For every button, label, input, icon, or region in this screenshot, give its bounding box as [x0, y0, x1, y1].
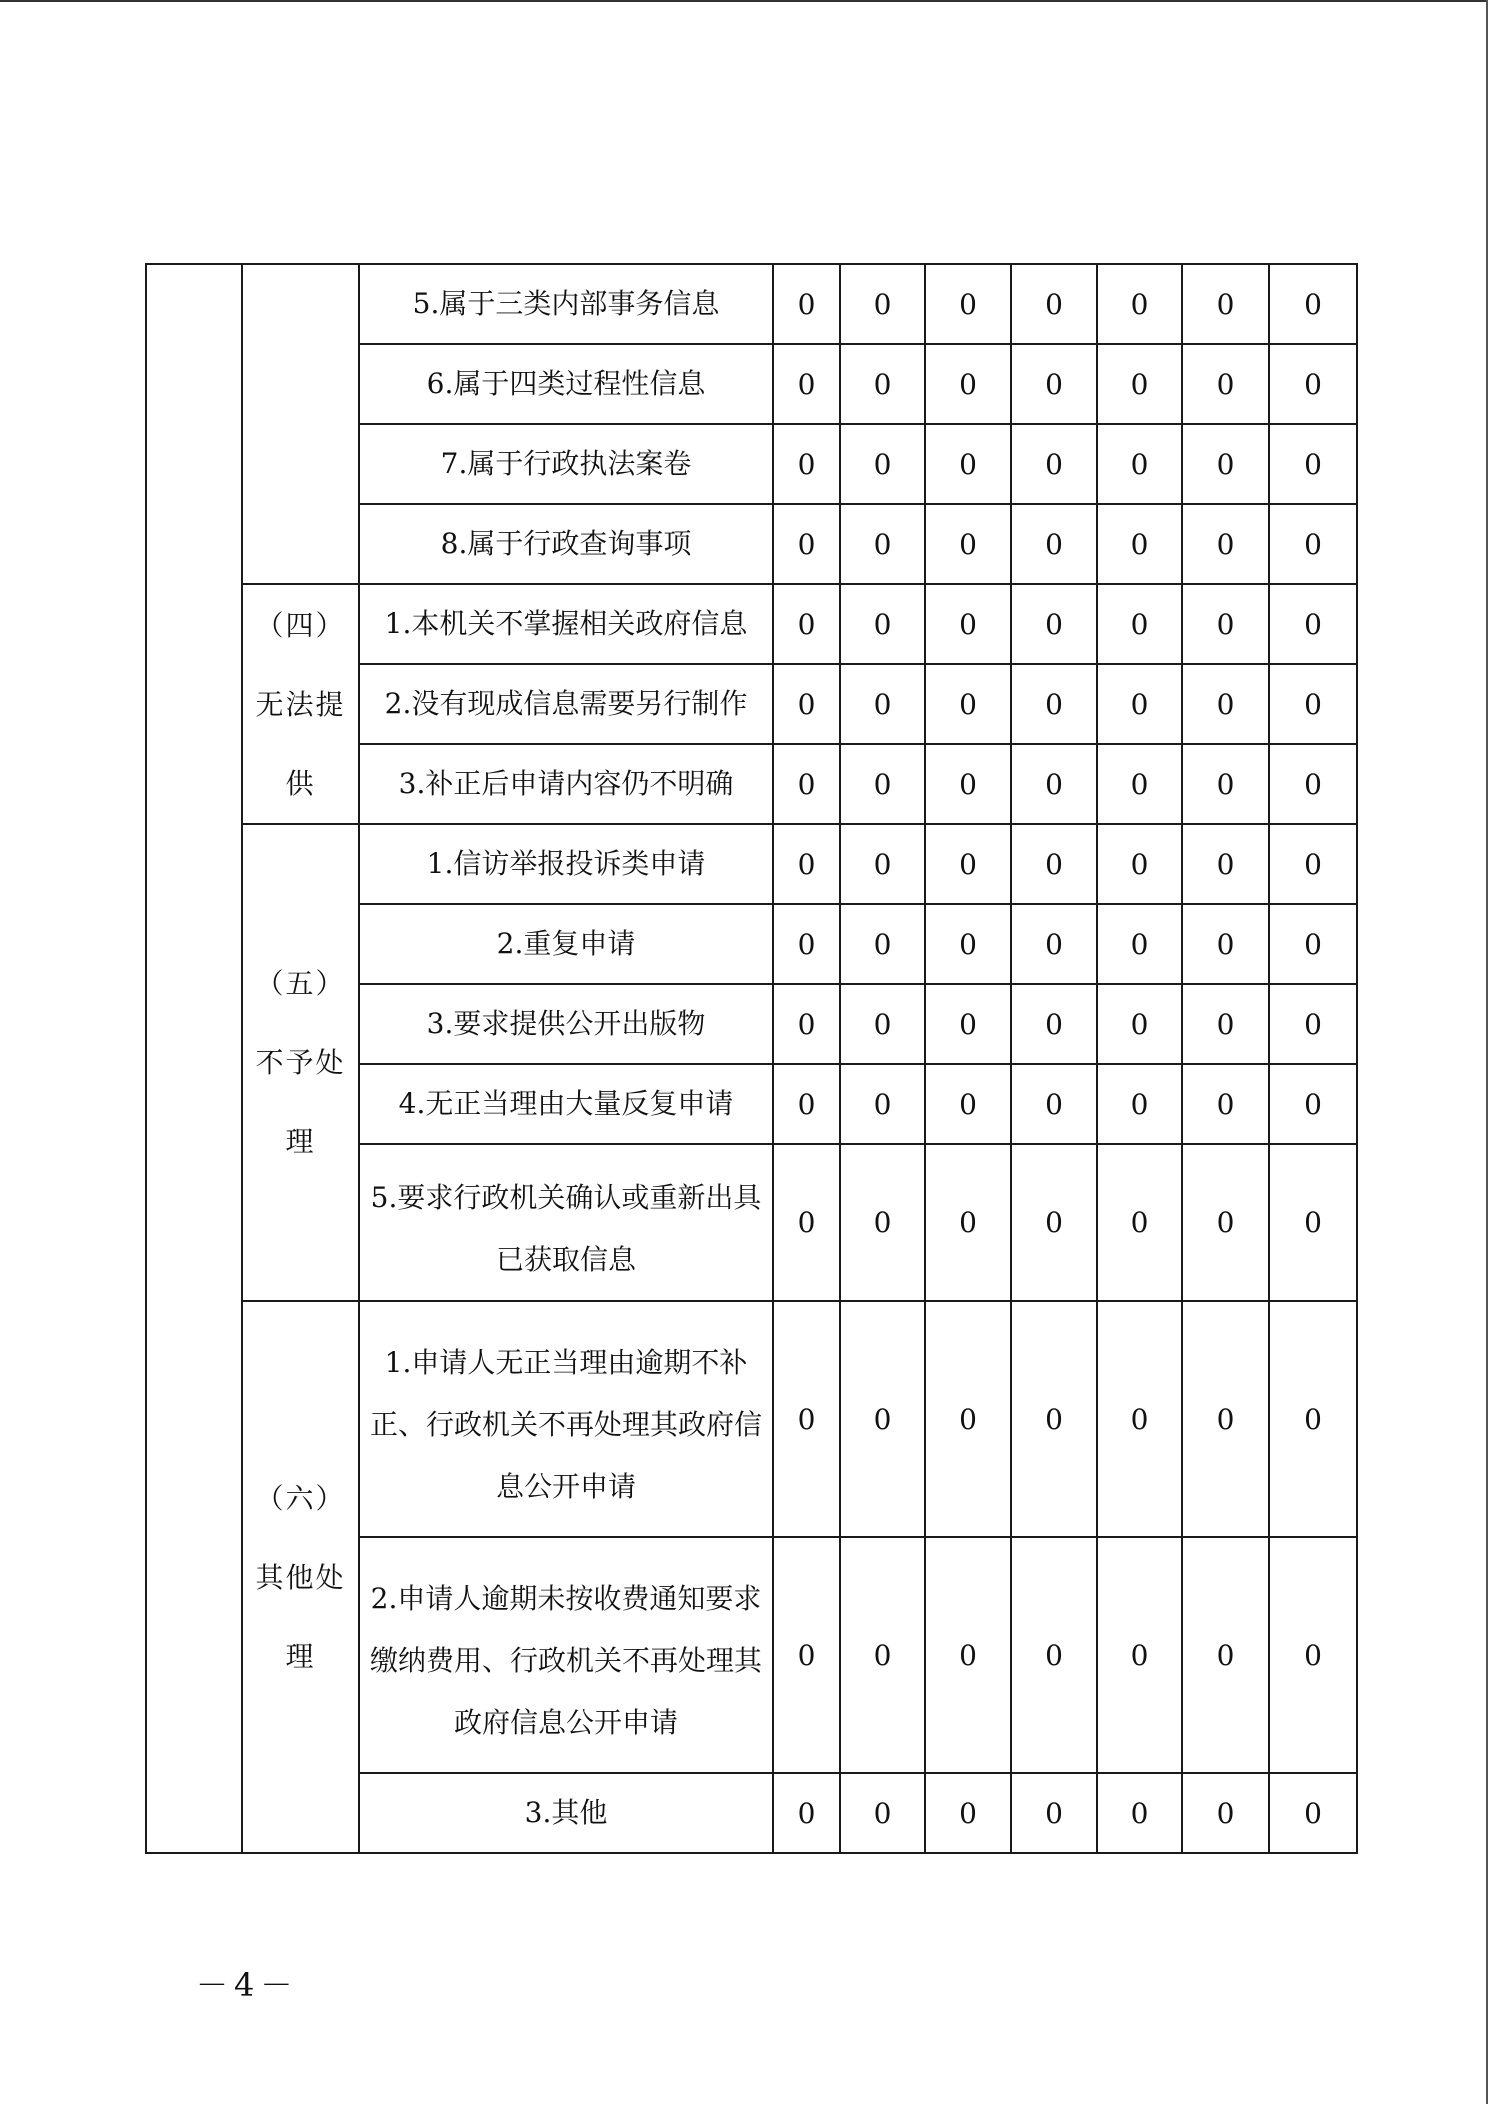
value-cell: 0: [1097, 264, 1182, 344]
value-cell: 0: [1182, 744, 1269, 824]
value-cell: 0: [925, 984, 1011, 1064]
value-cell: 0: [1097, 1301, 1182, 1537]
row-label: 7.属于行政执法案卷: [359, 424, 773, 504]
table-row: [146, 1301, 1357, 1537]
value-cell: 0: [1097, 904, 1182, 984]
category-label-line2: 不予处理: [255, 1046, 346, 1158]
value-cell: 0: [840, 984, 925, 1064]
value-cell: 0: [925, 1301, 1011, 1537]
value-cell: 0: [1011, 1144, 1097, 1301]
value-cell: 0: [1011, 984, 1097, 1064]
category-label-line1: （四）: [255, 608, 346, 642]
value-cell: 0: [1269, 1064, 1357, 1144]
page-top-border: [0, 0, 1488, 2]
category-cell-6: [242, 1301, 359, 1853]
statistics-table: [145, 263, 1358, 1854]
value-cell: 0: [773, 264, 840, 344]
value-cell: 0: [773, 584, 840, 664]
value-cell: 0: [840, 1144, 925, 1301]
row-label: 1.申请人无正当理由逾期不补正、行政机关不再处理其政府信息公开申请: [359, 1301, 773, 1537]
value-cell: 0: [925, 424, 1011, 504]
value-cell: 0: [1182, 904, 1269, 984]
value-cell: 0: [840, 504, 925, 584]
row-label: 2.申请人逾期未按收费通知要求缴纳费用、行政机关不再处理其政府信息公开申请: [359, 1537, 773, 1773]
value-cell: 0: [1182, 664, 1269, 744]
value-cell: 0: [925, 1537, 1011, 1773]
value-cell: 0: [1182, 1064, 1269, 1144]
value-cell: 0: [1011, 824, 1097, 904]
value-cell: 0: [840, 1773, 925, 1853]
value-cell: 0: [773, 344, 840, 424]
value-cell: 0: [1097, 1537, 1182, 1773]
category-label-line1: （六）: [255, 1481, 346, 1515]
value-cell: 0: [840, 584, 925, 664]
category-label-line2: 无法提供: [255, 687, 346, 800]
value-cell: 0: [840, 904, 925, 984]
value-cell: 0: [1182, 504, 1269, 584]
value-cell: 0: [1182, 1537, 1269, 1773]
category-label-line1: （五）: [255, 967, 346, 1000]
outer-category-cell: [146, 264, 242, 1853]
value-cell: 0: [1182, 1301, 1269, 1537]
value-cell: 0: [1269, 904, 1357, 984]
value-cell: 0: [840, 664, 925, 744]
value-cell: 0: [1182, 984, 1269, 1064]
value-cell: 0: [1011, 664, 1097, 744]
value-cell: 0: [1182, 344, 1269, 424]
value-cell: 0: [773, 1773, 840, 1853]
value-cell: 0: [1269, 664, 1357, 744]
page-number: －4－: [196, 1966, 299, 2004]
value-cell: 0: [1097, 1144, 1182, 1301]
table-row: [146, 264, 1357, 344]
row-label: 1.信访举报投诉类申请: [359, 824, 773, 904]
value-cell: 0: [1011, 1064, 1097, 1144]
value-cell: 0: [925, 344, 1011, 424]
value-cell: 0: [1182, 824, 1269, 904]
value-cell: 0: [840, 1064, 925, 1144]
value-cell: 0: [1182, 1144, 1269, 1301]
category-cell-4: [242, 584, 359, 824]
value-cell: 0: [925, 584, 1011, 664]
value-cell: 0: [925, 1144, 1011, 1301]
value-cell: 0: [1011, 1537, 1097, 1773]
row-label: 4.无正当理由大量反复申请: [359, 1064, 773, 1144]
value-cell: 0: [1182, 1773, 1269, 1853]
value-cell: 0: [1269, 1144, 1357, 1301]
value-cell: 0: [1269, 584, 1357, 664]
value-cell: 0: [1011, 504, 1097, 584]
row-label: 6.属于四类过程性信息: [359, 344, 773, 424]
value-cell: 0: [840, 1537, 925, 1773]
value-cell: 0: [773, 424, 840, 504]
value-cell: 0: [925, 264, 1011, 344]
value-cell: 0: [925, 1064, 1011, 1144]
value-cell: 0: [840, 344, 925, 424]
value-cell: 0: [1011, 584, 1097, 664]
category-cell-continued: [242, 264, 359, 584]
value-cell: 0: [1097, 1064, 1182, 1144]
value-cell: 0: [1097, 504, 1182, 584]
value-cell: 0: [773, 1144, 840, 1301]
value-cell: 0: [1011, 904, 1097, 984]
value-cell: 0: [773, 744, 840, 824]
value-cell: 0: [1097, 744, 1182, 824]
value-cell: 0: [1011, 344, 1097, 424]
value-cell: 0: [1097, 1773, 1182, 1853]
value-cell: 0: [1269, 344, 1357, 424]
value-cell: 0: [1011, 424, 1097, 504]
value-cell: 0: [1182, 584, 1269, 664]
value-cell: 0: [1269, 1301, 1357, 1537]
row-label: 3.要求提供公开出版物: [359, 984, 773, 1064]
value-cell: 0: [1097, 584, 1182, 664]
value-cell: 0: [773, 984, 840, 1064]
value-cell: 0: [840, 1301, 925, 1537]
value-cell: 0: [1097, 664, 1182, 744]
value-cell: 0: [925, 1773, 1011, 1853]
value-cell: 0: [1011, 1773, 1097, 1853]
value-cell: 0: [840, 264, 925, 344]
value-cell: 0: [1269, 504, 1357, 584]
value-cell: 0: [1182, 424, 1269, 504]
value-cell: 0: [1269, 1537, 1357, 1773]
value-cell: 0: [1011, 264, 1097, 344]
row-label: 1.本机关不掌握相关政府信息: [359, 584, 773, 664]
row-label: 3.补正后申请内容仍不明确: [359, 744, 773, 824]
value-cell: 0: [1269, 1773, 1357, 1853]
row-label: 5.要求行政机关确认或重新出具已获取信息: [359, 1144, 773, 1301]
value-cell: 0: [773, 904, 840, 984]
value-cell: 0: [1269, 264, 1357, 344]
value-cell: 0: [773, 1537, 840, 1773]
value-cell: 0: [1097, 984, 1182, 1064]
value-cell: 0: [1011, 744, 1097, 824]
value-cell: 0: [925, 744, 1011, 824]
value-cell: 0: [773, 504, 840, 584]
row-label: 3.其他: [359, 1773, 773, 1853]
value-cell: 0: [1182, 264, 1269, 344]
value-cell: 0: [925, 824, 1011, 904]
value-cell: 0: [1269, 744, 1357, 824]
value-cell: 0: [840, 424, 925, 504]
value-cell: 0: [1269, 824, 1357, 904]
value-cell: 0: [840, 744, 925, 824]
value-cell: 0: [773, 824, 840, 904]
row-label: 5.属于三类内部事务信息: [359, 264, 773, 344]
category-label-line2: 其他处理: [255, 1560, 346, 1673]
value-cell: 0: [1097, 344, 1182, 424]
value-cell: 0: [925, 904, 1011, 984]
value-cell: 0: [773, 1064, 840, 1144]
value-cell: 0: [773, 1301, 840, 1537]
table-body: [146, 264, 1357, 1853]
value-cell: 0: [1011, 1301, 1097, 1537]
row-label: 8.属于行政查询事项: [359, 504, 773, 584]
table-row: [146, 584, 1357, 664]
row-label: 2.重复申请: [359, 904, 773, 984]
value-cell: 0: [773, 664, 840, 744]
value-cell: 0: [925, 504, 1011, 584]
value-cell: 0: [840, 824, 925, 904]
value-cell: 0: [1097, 424, 1182, 504]
row-label: 2.没有现成信息需要另行制作: [359, 664, 773, 744]
value-cell: 0: [1097, 824, 1182, 904]
value-cell: 0: [1269, 424, 1357, 504]
value-cell: 0: [925, 664, 1011, 744]
table-row: [146, 824, 1357, 904]
category-cell-5: [242, 824, 359, 1301]
value-cell: 0: [1269, 984, 1357, 1064]
